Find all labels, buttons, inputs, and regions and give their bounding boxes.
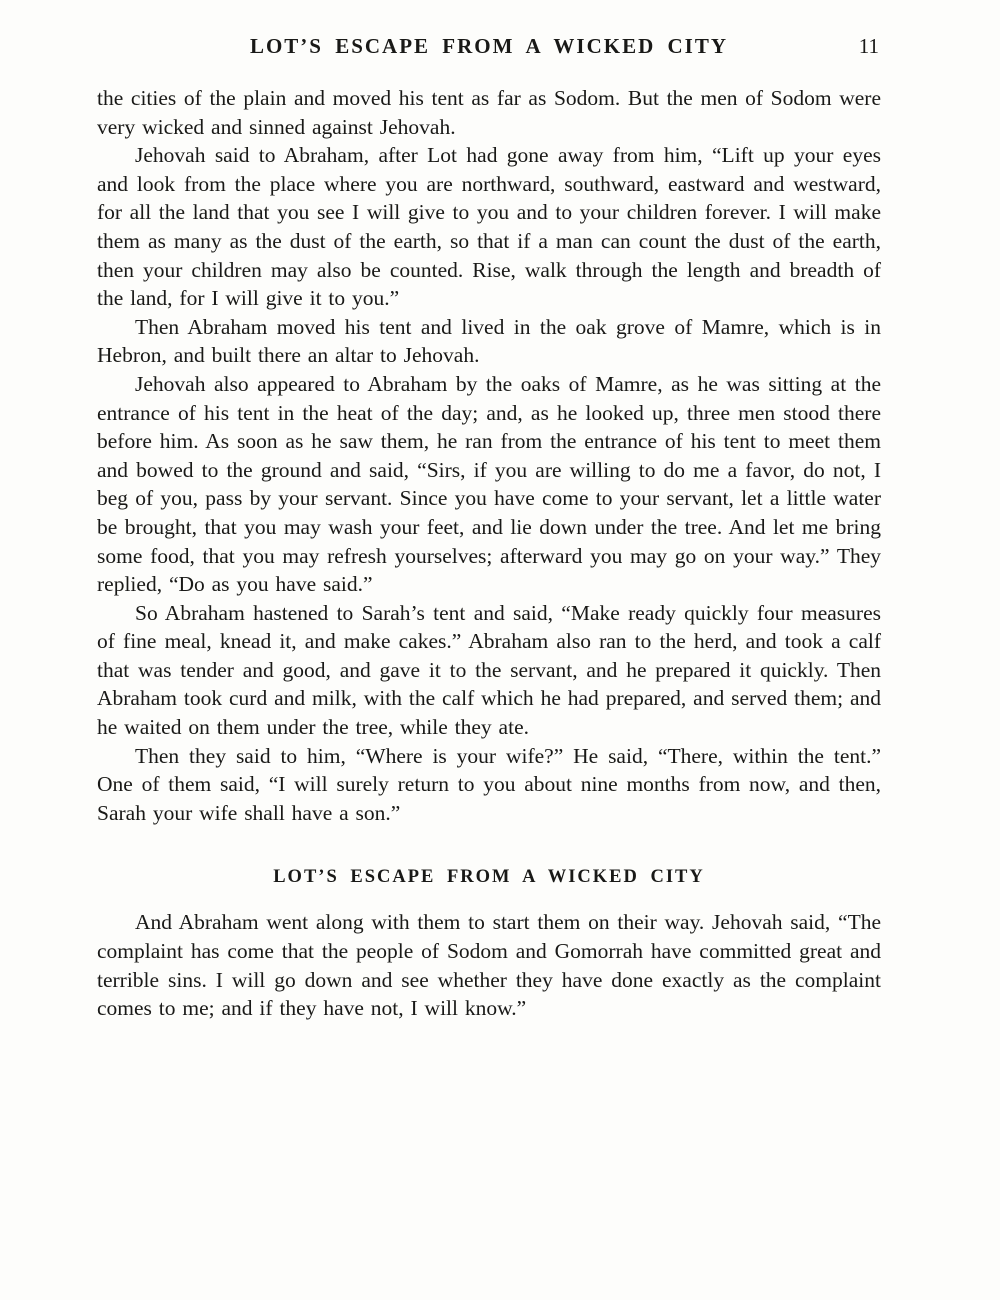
page-header: [97, 34, 881, 59]
paragraph: And Abraham went along with them to start them on their way. Jehovah said, “The complaint has come that the people of Sodom and Gomorrah have committed great and terrible sins. I will go down and see whether they have done exactly as the complaint comes to me; and if they have not, I will know.”: [97, 910, 881, 1021]
paragraph: Jehovah also appeared to Abraham by the oaks of Mamre, as he was sitting at the entrance of his tent in the heat of the day; and, as he looked up, three men stood there before him. As soon as he saw them, he ran from the entrance of his tent to meet them and bowed to the ground and said, “Sirs, if you are willing to do me a favor, do not, I beg of you, pass by your servant. Since you have come to your servant, let a little water be brought, that you may wash your feet, and lie down under the tree. And let me bring some food, that you may refresh yourselves; afterward you may go on your way.” They replied, “Do as you have said.”: [97, 371, 881, 597]
page-number: 11: [858, 34, 879, 58]
paragraph: Then they said to him, “Where is your wife?” He said, “There, within the tent.” One of them said, “I will surely return to you about nine months from now, and then, Sarah your wife shall have a son.”: [97, 743, 881, 825]
paragraph: the cities of the plain and moved his tent as far as Sodom. But the men of Sodom were very wicked and sinned against Jehovah.: [97, 86, 881, 139]
paragraph: Jehovah said to Abraham, after Lot had gone away from him, “Lift up your eyes and look from the place where you are northward, southward, eastward and westward, for all the land that you see I will give to you and to your children forever. I will make them as many as the dust of the earth, so that if a man can count the dust of the earth, then your children may also be counted. Rise, walk through the length and breadth of the land, for I will give it to you.”: [97, 143, 881, 311]
running-head: LOT’S ESCAPE FROM A WICKED CITY: [249, 34, 729, 58]
section-heading: LOT’S ESCAPE FROM A WICKED CITY: [273, 867, 705, 888]
paragraph: Then Abraham moved his tent and lived in the oak grove of Mamre, which is in Hebron, and built there an altar to Jehovah.: [97, 314, 881, 368]
body-text: [97, 84, 881, 1023]
paragraph: So Abraham hastened to Sarah’s tent and said, “Make ready quickly four measures of fine meal, knead it, and make cakes.” Abraham also ran to the herd, and took a calf that was tender and good, and gave it to the servant, and he prepared it quickly. Then Abraham took curd and milk, with the calf which he had prepared, and served them; and he waited on them under the tree, while they ate.: [97, 600, 881, 740]
